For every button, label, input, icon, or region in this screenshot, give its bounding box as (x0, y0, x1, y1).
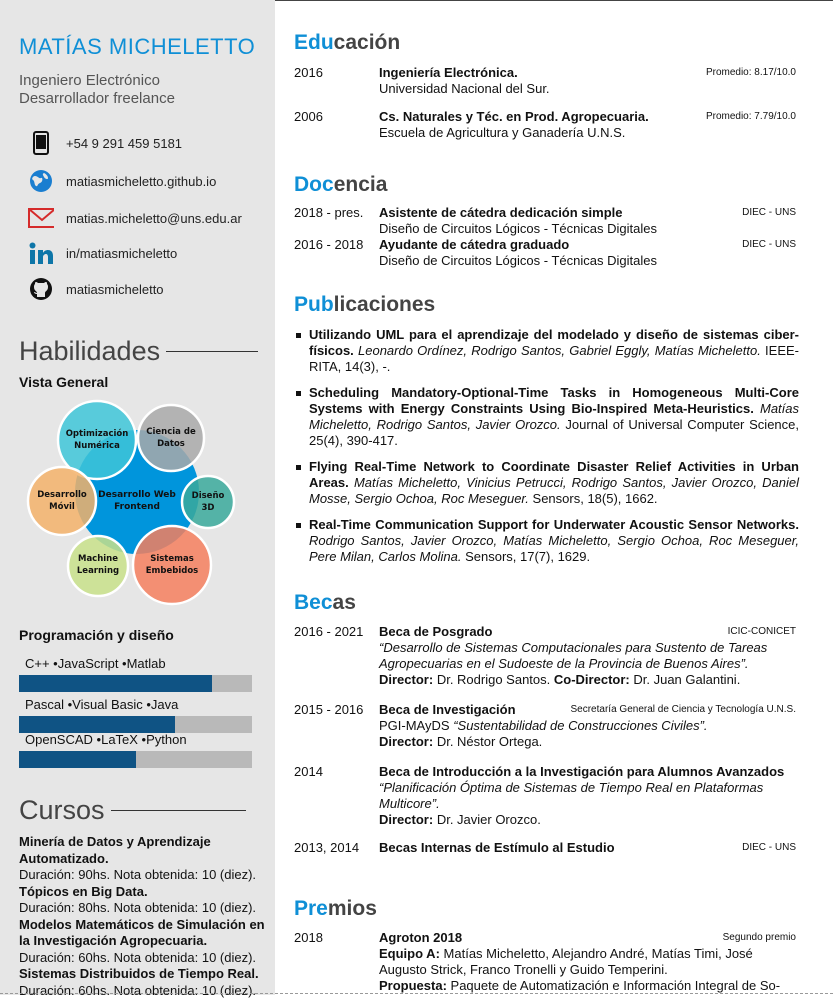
course-title: Minería de Datos y Aprendizaje Automatizado. (19, 834, 211, 866)
contact-email[interactable] (28, 206, 242, 230)
profile-name: MATÍAS MICHELETTO (19, 34, 256, 59)
course-detail: Duración: 60hs. Nota obtenida: 10 (diez). (19, 949, 257, 965)
venn-label: Ciencia de Datos (146, 427, 196, 449)
course-item (19, 834, 269, 884)
award-entry: 2018 Agroton 2018 Equipo A: Matías Micheletto, Alejandro André, Matías Timi, José Augusto Strick, Franco Tronelli y Guido Temperini. Propuesta: Paquete de Automatización e Información Integral de So- Segundo premio (294, 930, 796, 993)
entry-date: 2013, 2014 (294, 840, 360, 855)
skill-fill (19, 751, 136, 768)
venn-label: Desarrollo Móvil (37, 490, 87, 512)
section-title: Becas (294, 591, 356, 614)
entry-tag: DIEC - UNS (742, 239, 796, 250)
heading-rule (111, 810, 246, 812)
skills-heading (19, 336, 258, 367)
entry-place: Diseño de Circuitos Lógicos - Técnicas Digitales (379, 253, 657, 268)
venn-label: Sistemas Embebidos (145, 554, 199, 576)
publications-section (294, 293, 799, 575)
entry-date: 2006 (294, 109, 323, 124)
globe-icon (28, 169, 54, 193)
education-section (294, 31, 799, 141)
contact-text: matiasmicheletto (66, 281, 164, 297)
skill-bar (19, 731, 252, 768)
skill-bar (19, 655, 252, 692)
skill-fill (19, 675, 212, 692)
entry-date: 2014 (294, 764, 323, 779)
venn-label: Machine Learning (76, 554, 120, 576)
grant-entry: 2013, 2014 Becas Internas de Estímulo al Estudio DIEC - UNS (294, 840, 796, 855)
teaching-entry (294, 205, 799, 237)
venn-center-label: Desarrollo Web Frontend (98, 490, 176, 512)
courses-heading (19, 795, 246, 826)
contact-text: +54 9 291 459 5181 (66, 135, 183, 151)
entry-place: Escuela de Agricultura y Ganadería U.N.S. (379, 125, 626, 140)
entry-place: Diseño de Circuitos Lógicos - Técnicas Digitales (379, 221, 657, 236)
entry-date: 2016 - 2018 (294, 237, 364, 252)
publication-item: Real-Time Communication Support for Underwater Acoustic Sensor Networks. Rodrigo Santos, Javier Orozco, Matías Micheletto, Sergio Ochoa, Roc Meseguer, Pere Milan, Carlos Molina. Sensors, 17(7), 1629. (294, 517, 799, 565)
programming-heading: Programación y diseño (19, 627, 174, 643)
entry-title: Asistente de cátedra dedicación simple (379, 205, 623, 220)
publications-list (294, 327, 799, 565)
linkedin-icon (28, 241, 54, 265)
course-title: Modelos Matemáticos de Simulación en la Investigación Agropecuaria. (19, 916, 265, 948)
education-entry (294, 65, 799, 97)
course-item (19, 966, 269, 999)
contact-text: in/matiasmicheletto (66, 245, 178, 261)
course-detail: Duración: 80hs. Nota obtenida: 10 (diez). (19, 900, 257, 915)
awards-section (294, 897, 799, 994)
section-title: Publicaciones (294, 293, 436, 316)
entry-tag: DIEC - UNS (742, 207, 796, 218)
venn-label: Optimización Numérica (65, 429, 129, 451)
teaching-entry (294, 237, 799, 269)
entry-tag: Promedio: 7.79/10.0 (705, 111, 796, 122)
entry-tag: Secretaría General de Ciencia y Tecnología U.N.S. (570, 704, 796, 715)
entry-title: Ayudante de cátedra graduado (379, 237, 570, 252)
publication-item: Flying Real-Time Network to Coordinate Disaster Relief Activities in Urban Areas. Matías Micheletto, Vinicius Petrucci, Rodrigo Santos, Javier Orozco, Daniel Mosse, Sergio Ochoa, Roc Meseguer. Sensors, 18(5), 1662. (294, 459, 799, 507)
entry-title: Ingeniería Electrónica. (379, 65, 518, 80)
entry-date: 2016 - 2021 (294, 624, 364, 639)
mail-icon (28, 206, 54, 230)
page-break (0, 993, 833, 994)
entry-date: 2018 - pres. (294, 205, 364, 220)
heading-text: Cursos (19, 795, 105, 825)
course-item (19, 884, 269, 917)
course-detail: Duración: 90hs. Nota obtenida: 10 (diez). (19, 867, 257, 882)
section-title: Premios (294, 897, 377, 920)
course-title: Tópicos en Big Data. (19, 883, 148, 899)
venn-label: Diseño 3D (191, 491, 225, 513)
profile-titles (19, 72, 175, 108)
contact-web[interactable] (28, 169, 216, 193)
skill-track (19, 751, 252, 768)
contact-text: matias.micheletto@uns.edu.ar (66, 210, 242, 226)
phone-icon (28, 131, 54, 155)
grant-entry: 2014 Beca de Introducción a la Investigación para Alumnos Avanzados “Planificación Óptima de Sistemas de Tiempo Real en Plataformas Multicore”. Director: Dr. Javier Orozco. (294, 764, 785, 827)
skill-track (19, 675, 252, 692)
contact-github[interactable] (28, 277, 164, 301)
skill-bar (19, 696, 252, 733)
heading-rule (166, 351, 258, 353)
entry-tag: ICIC-CONICET (727, 626, 796, 637)
profile-title: Ingeniero Electrónico (19, 72, 160, 89)
entry-date: 2018 (294, 930, 323, 945)
skill-label: C++ •JavaScript •Matlab (25, 656, 166, 671)
contact-phone[interactable] (28, 131, 182, 155)
contact-text: matiasmicheletto.github.io (66, 173, 217, 189)
profile-title: Desarrollador freelance (19, 90, 175, 107)
entry-place: Universidad Nacional del Sur. (379, 81, 550, 96)
entry-date: 2016 (294, 65, 323, 80)
overview-heading: Vista General (19, 374, 109, 390)
section-title: Educación (294, 31, 401, 54)
grant-entry: 2015 - 2016 Beca de Investigación PGI-MAyDS “Sustentabilidad de Construcciones Civiles”. Director: Dr. Néstor Ortega. Secretaría General de Ciencia y Tecnología U.N.S. (294, 702, 796, 749)
courses-list (19, 834, 269, 999)
entry-date: 2015 - 2016 (294, 702, 364, 717)
skill-label: OpenSCAD •LaTeX •Python (25, 732, 187, 747)
section-title: Docencia (294, 173, 388, 196)
teaching-section (294, 173, 799, 269)
grant-entry: 2016 - 2021 Beca de Posgrado “Desarrollo de Sistemas Computacionales para Sustento de Tareas Agropecuarias en el Sudoeste de la Provincia de Buenos Aires”. Director: Dr. Rodrigo Santos. Co-Director: Dr. Juan Galantini. ICIC-CONICET (294, 624, 796, 687)
grants-section (294, 591, 799, 856)
heading-text: Habilidades (19, 336, 161, 366)
course-title: Sistemas Distribuidos de Tiempo Real. (19, 966, 259, 981)
entry-tag: Promedio: 8.17/10.0 (705, 67, 796, 78)
entry-tag: DIEC - UNS (742, 842, 796, 853)
contact-linkedin[interactable] (28, 241, 177, 265)
publication-item: Scheduling Mandatory-Optional-Time Tasks in Homogeneous Multi-Core Systems with Energy Constraints Using Bio-Inspired Meta-Heuristics. Matías Micheletto, Rodrigo Santos, Javier Orozco. Journal of Universal Computer Science, 25(4), 390-417. (294, 385, 799, 449)
top-rule (275, 0, 833, 1)
course-detail: Duración: 60hs. Nota obtenida: 10 (diez). (19, 982, 257, 998)
course-item (19, 917, 269, 967)
publication-item: Utilizando UML para el aprendizaje del modelado y diseño de sistemas ciber-físicos. Leonardo Ordínez, Rodrigo Santos, Gabriel Eggly, Matías Micheletto. IEEE-RITA, 14(3), -. (294, 327, 799, 375)
education-entry (294, 109, 799, 141)
github-icon (28, 277, 54, 301)
entry-tag: Segundo premio (722, 932, 796, 943)
entry-title: Cs. Naturales y Téc. en Prod. Agropecuaria. (379, 109, 649, 124)
skill-label: Pascal •Visual Basic •Java (25, 697, 179, 712)
